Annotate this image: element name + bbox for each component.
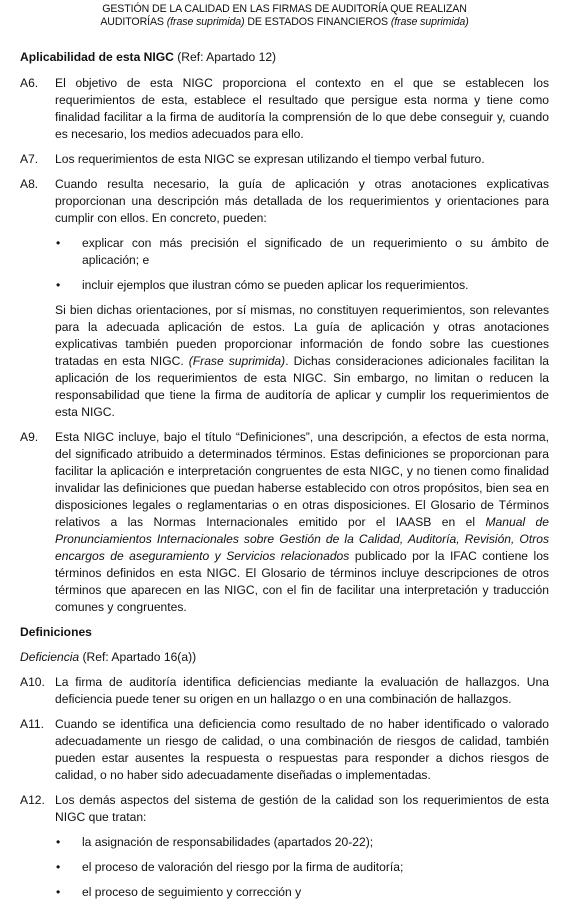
section-title: Definiciones (20, 625, 92, 639)
paragraph-a12 (20, 792, 549, 901)
italic-title: Manual de Pronunciamientos Internacionales sobre Gestión de la Calidad, Auditoría, Revisión, Otros encargos de aseguramiento y Servicios relacionados (55, 515, 549, 563)
header-part: AUDITORÍAS (100, 16, 167, 28)
section-reference: (Ref: Apartado 16(a)) (79, 650, 197, 664)
paragraph-number: A7. (20, 152, 39, 166)
section-heading-aplicabilidad (20, 49, 549, 66)
list-item-text: explicar con más precisión el significado de un requerimiento o su ámbito de aplicación; e (82, 236, 549, 267)
paragraph-number: A9. (20, 430, 39, 444)
paragraph-text: La firma de auditoría identifica deficiencias mediante la evaluación de hallazgos. Una deficiencia puede tener su origen en un hallazgo o en una combinación de hallazgos. (55, 675, 549, 706)
paragraph-text: Cuando resulta necesario, la guía de aplicación y otras anotaciones explicativas proporcionan una descripción más detallada de los requerimientos y orientaciones para cumplir con ellos. En concreto, pueden: (55, 177, 549, 225)
list-item-text: incluir ejemplos que ilustran cómo se pueden aplicar los requerimientos. (82, 278, 469, 292)
paragraph-text (55, 429, 549, 616)
paragraph-a11 (20, 716, 549, 784)
paragraph-number: A12. (20, 793, 45, 807)
running-header (20, 0, 549, 29)
bullet-marker: • (56, 278, 61, 292)
list-item (55, 884, 549, 901)
list-item (55, 859, 549, 876)
bullet-marker: • (56, 860, 61, 874)
list-item-text: la asignación de responsabilidades (apartados 20-22); (82, 835, 374, 849)
italic-note: (Frase suprimida) (188, 354, 286, 368)
bullet-marker: • (56, 835, 61, 849)
list-item-text: el proceso de valoración del riesgo por la firma de auditoría; (82, 860, 404, 874)
paragraph-text: El objetivo de esta NIGC proporciona el contexto en el que se establecen los requerimientos de esta, establece el resultado que persigue esta norma y tiene como finalidad facilitar a la firma de auditoría la comprensión de lo que debe conseguir y, cuando es necesario, los medios adecuados para ello. (55, 76, 549, 141)
section-heading-definiciones (20, 624, 549, 641)
text-run: Si bien dichas orientaciones, por sí mismas, no constituyen requerimientos, son relevantes para la adecuada aplicación de estos. La guía de aplicación y otras anotaciones explicativas también pueden proporcionar información de fondo sobre las cuestiones tratadas en esta NIGC. (55, 303, 549, 368)
paragraph-text: Los demás aspectos del sistema de gestión de la calidad son los requerimientos de esta NIGC que tratan: (55, 793, 549, 824)
text-run: . Dichas consideraciones adicionales facilitan la aplicación de los requerimientos de esta NIGC. Sin embargo, no limitan o reducen la responsabilidad que tiene la firma de auditoría de aplicar y cumplir los requerimientos de esta NIGC. (55, 354, 550, 419)
subsection-title: Deficiencia (20, 650, 80, 664)
paragraph-a10 (20, 674, 549, 708)
section-title: Aplicabilidad de esta NIGC (20, 50, 174, 64)
paragraph-number: A10. (20, 675, 45, 689)
header-italic-note: (frase suprimida) (390, 16, 469, 28)
list-item (55, 235, 549, 269)
text-run: Esta NIGC incluye, bajo el título “Definiciones”, una descripción, a efectos de esta norma, del significado atribuido a determinados términos. Estas definiciones se proporcionan para facilitar la aplicación e interpretación congruentes de esta NIGC, y no tienen como finalidad invalidar las definiciones que puedan haberse establecido con otros propósitos, bien sea en disposiciones legales o reglamentarias o en otras disposiciones. El Glosario de Términos relativos a las Normas Internacionales emitido por el IAASB en el (55, 430, 549, 529)
bullet-marker: • (56, 236, 61, 250)
paragraph-number: A8. (20, 177, 39, 191)
paragraph-a6 (20, 75, 549, 143)
subsection-heading-deficiencia (20, 649, 549, 666)
text-run: publicado por la IFAC contiene los términos definidos en esta NIGC. El Glosario de términos incluye descripciones de otros términos que aparecen en las NIGC, con el fin de facilitar una interpretación y traducción comunes y congruentes. (55, 549, 549, 614)
paragraph-a8 (20, 176, 549, 421)
paragraph-number: A6. (20, 76, 39, 90)
header-part: DE ESTADOS FINANCIEROS (244, 16, 391, 28)
list-item (55, 834, 549, 851)
bullet-marker: • (56, 885, 61, 899)
list-item-text: el proceso de seguimiento y corrección y (82, 885, 302, 899)
header-line-1: GESTIÓN DE LA CALIDAD EN LAS FIRMAS DE AUDITORÍA QUE REALIZAN (102, 3, 467, 15)
header-line-2 (20, 16, 549, 29)
paragraph-text: Cuando se identifica una deficiencia como resultado de no haber identificado o valorado adecuadamente un riesgo de calidad, o una combinación de riesgos de calidad, también pueden estar ausentes la respuesta o respuestas para responder a dichos riesgos de calidad, o no haber sido adecuadamente diseñadas o implementadas. (55, 717, 549, 782)
section-reference: (Ref: Apartado 12) (173, 50, 277, 64)
paragraph-a9 (20, 429, 549, 616)
paragraph-a7 (20, 151, 549, 168)
header-italic-note: (frase suprimida) (166, 16, 245, 28)
paragraph-text (55, 302, 549, 421)
paragraph-text: Los requerimientos de esta NIGC se expresan utilizando el tiempo verbal futuro. (55, 152, 485, 166)
list-item (55, 277, 549, 294)
paragraph-number: A11. (20, 717, 44, 731)
